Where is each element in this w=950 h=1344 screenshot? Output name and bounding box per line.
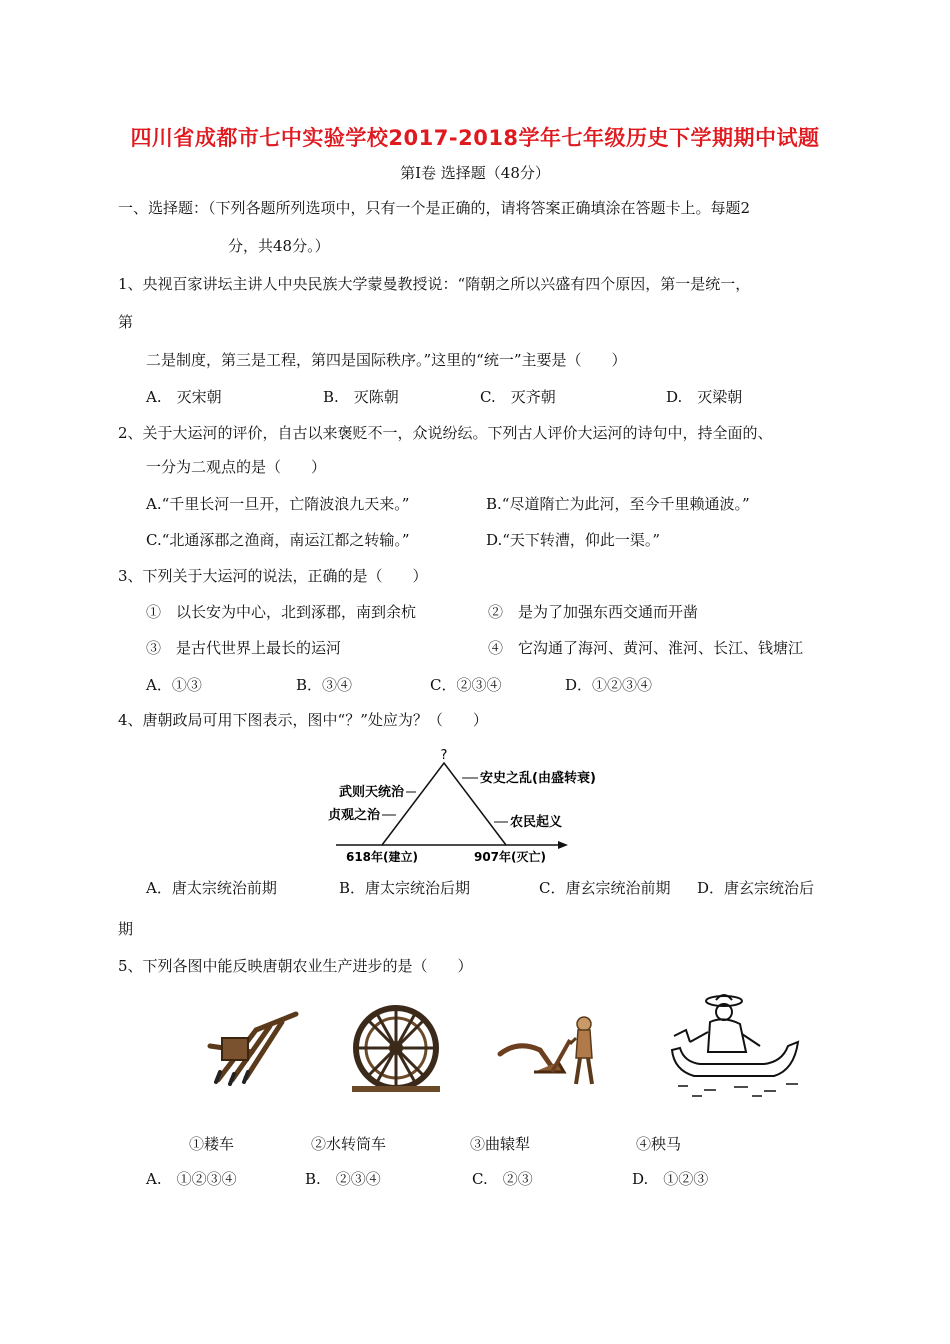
seed-drill-illustration [196, 1008, 306, 1086]
q3-option-d: D．①②③④ [565, 676, 653, 694]
q1-stem-line-3: 二是制度，第三是工程，第四是国际秩序。”这里的“统一”主要是（ ） [146, 351, 627, 369]
q4-option-a: A．唐太宗统治前期 [146, 879, 277, 897]
q5-stem: 5、下列各图中能反映唐朝农业生产进步的是（ ） [118, 957, 473, 975]
q4-option-c: C．唐玄宗统治前期 [539, 879, 671, 897]
q5-option-a: A. ①②③④ [146, 1170, 237, 1188]
q5-caption-4: ④秧马 [636, 1135, 682, 1153]
tang-politics-diagram [296, 745, 596, 865]
q5-caption-3: ③曲辕犁 [470, 1135, 531, 1153]
q1-option-b: B. 灭陈朝 [323, 388, 399, 406]
q3-item-2: ② 是为了加强东西交通而开凿 [488, 603, 699, 621]
q5-option-d: D. ①②③ [632, 1170, 709, 1188]
q5-caption-1: ①耧车 [189, 1135, 235, 1153]
diagram-right-lower-label: 农民起义 [510, 815, 563, 830]
q3-item-1: ① 以长安为中心，北到涿郡，南到余杭 [146, 603, 417, 621]
q1-option-d: D. 灭梁朝 [666, 388, 743, 406]
q5-caption-2: ②水转筒车 [311, 1135, 387, 1153]
q1-option-c: C. 灭齐朝 [480, 388, 556, 406]
diagram-end-label: 907年(灭亡) [473, 850, 547, 864]
q2-option-a: A.“千里长河一旦开，亡隋波浪九天来。” [146, 495, 410, 513]
water-wheel-illustration [346, 1000, 446, 1095]
intro-line-2: 分，共48分。） [228, 237, 330, 255]
diagram-right-upper-label: 安史之乱(由盛转衰) [480, 771, 596, 786]
q2-option-d: D.“天下转漕，仰此一渠。” [486, 531, 661, 549]
q4-stem: 4、唐朝政局可用下图表示，图中“？”处应为？（ ） [118, 711, 488, 729]
diagram-left-upper-label: 武则天统治 [338, 785, 404, 800]
q2-stem-line-1: 2、关于大运河的评价，自古以来褒贬不一，众说纷纭。下列古人评价大运河的诗句中，持全面的、 [118, 424, 773, 442]
q1-stem-line-2: 第 [118, 313, 134, 331]
q3-item-3: ③ 是古代世界上最长的运河 [146, 639, 342, 657]
q4-option-d: D．唐玄宗统治后 [697, 879, 815, 897]
q4-option-d-wrap: 期 [118, 920, 134, 938]
q3-item-4: ④ 它沟通了海河、黄河、淮河、长江、钱塘江 [488, 639, 804, 657]
q3-option-b: B．③④ [296, 676, 353, 694]
q4-option-b: B．唐太宗统治后期 [339, 879, 471, 897]
q2-option-c: C.“北通涿郡之渔商，南运江都之转输。” [146, 531, 410, 549]
q1-option-a: A. 灭宋朝 [146, 388, 222, 406]
intro-line-1: 一、选择题：（下列各题所列选项中，只有一个是正确的，请将答案正确填涂在答题卡上。每题2 [118, 199, 751, 217]
seedling-horse-illustration [664, 990, 809, 1100]
q2-stem-line-2: 一分为二观点的是（ ） [146, 458, 327, 476]
q1-stem-line-1: 1、央视百家讲坛主讲人中央民族大学蒙曼教授说：“隋朝之所以兴盛有四个原因，第一是统一， [118, 275, 751, 293]
exam-title: 四川省成都市七中实验学校2017-2018学年七年级历史下学期期中试题 [130, 126, 820, 150]
q2-option-b: B.“尽道隋亡为此河，至今千里赖通波。” [486, 495, 750, 513]
section-heading: 第Ⅰ卷 选择题（48分） [400, 164, 550, 182]
q3-stem: 3、下列关于大运河的说法，正确的是（ ） [118, 567, 428, 585]
diagram-apex-label: ? [440, 748, 448, 763]
timeline-arrowhead [558, 841, 568, 849]
q3-option-c: C．②③④ [430, 676, 502, 694]
q3-option-a: A．①③ [146, 676, 202, 694]
diagram-start-label: 618年(建立) [345, 850, 419, 864]
q5-option-c: C. ②③ [472, 1170, 533, 1188]
diagram-left-lower-label: 贞观之治 [327, 808, 380, 823]
q5-option-b: B. ②③④ [305, 1170, 381, 1188]
curved-plough-illustration [494, 1010, 604, 1090]
